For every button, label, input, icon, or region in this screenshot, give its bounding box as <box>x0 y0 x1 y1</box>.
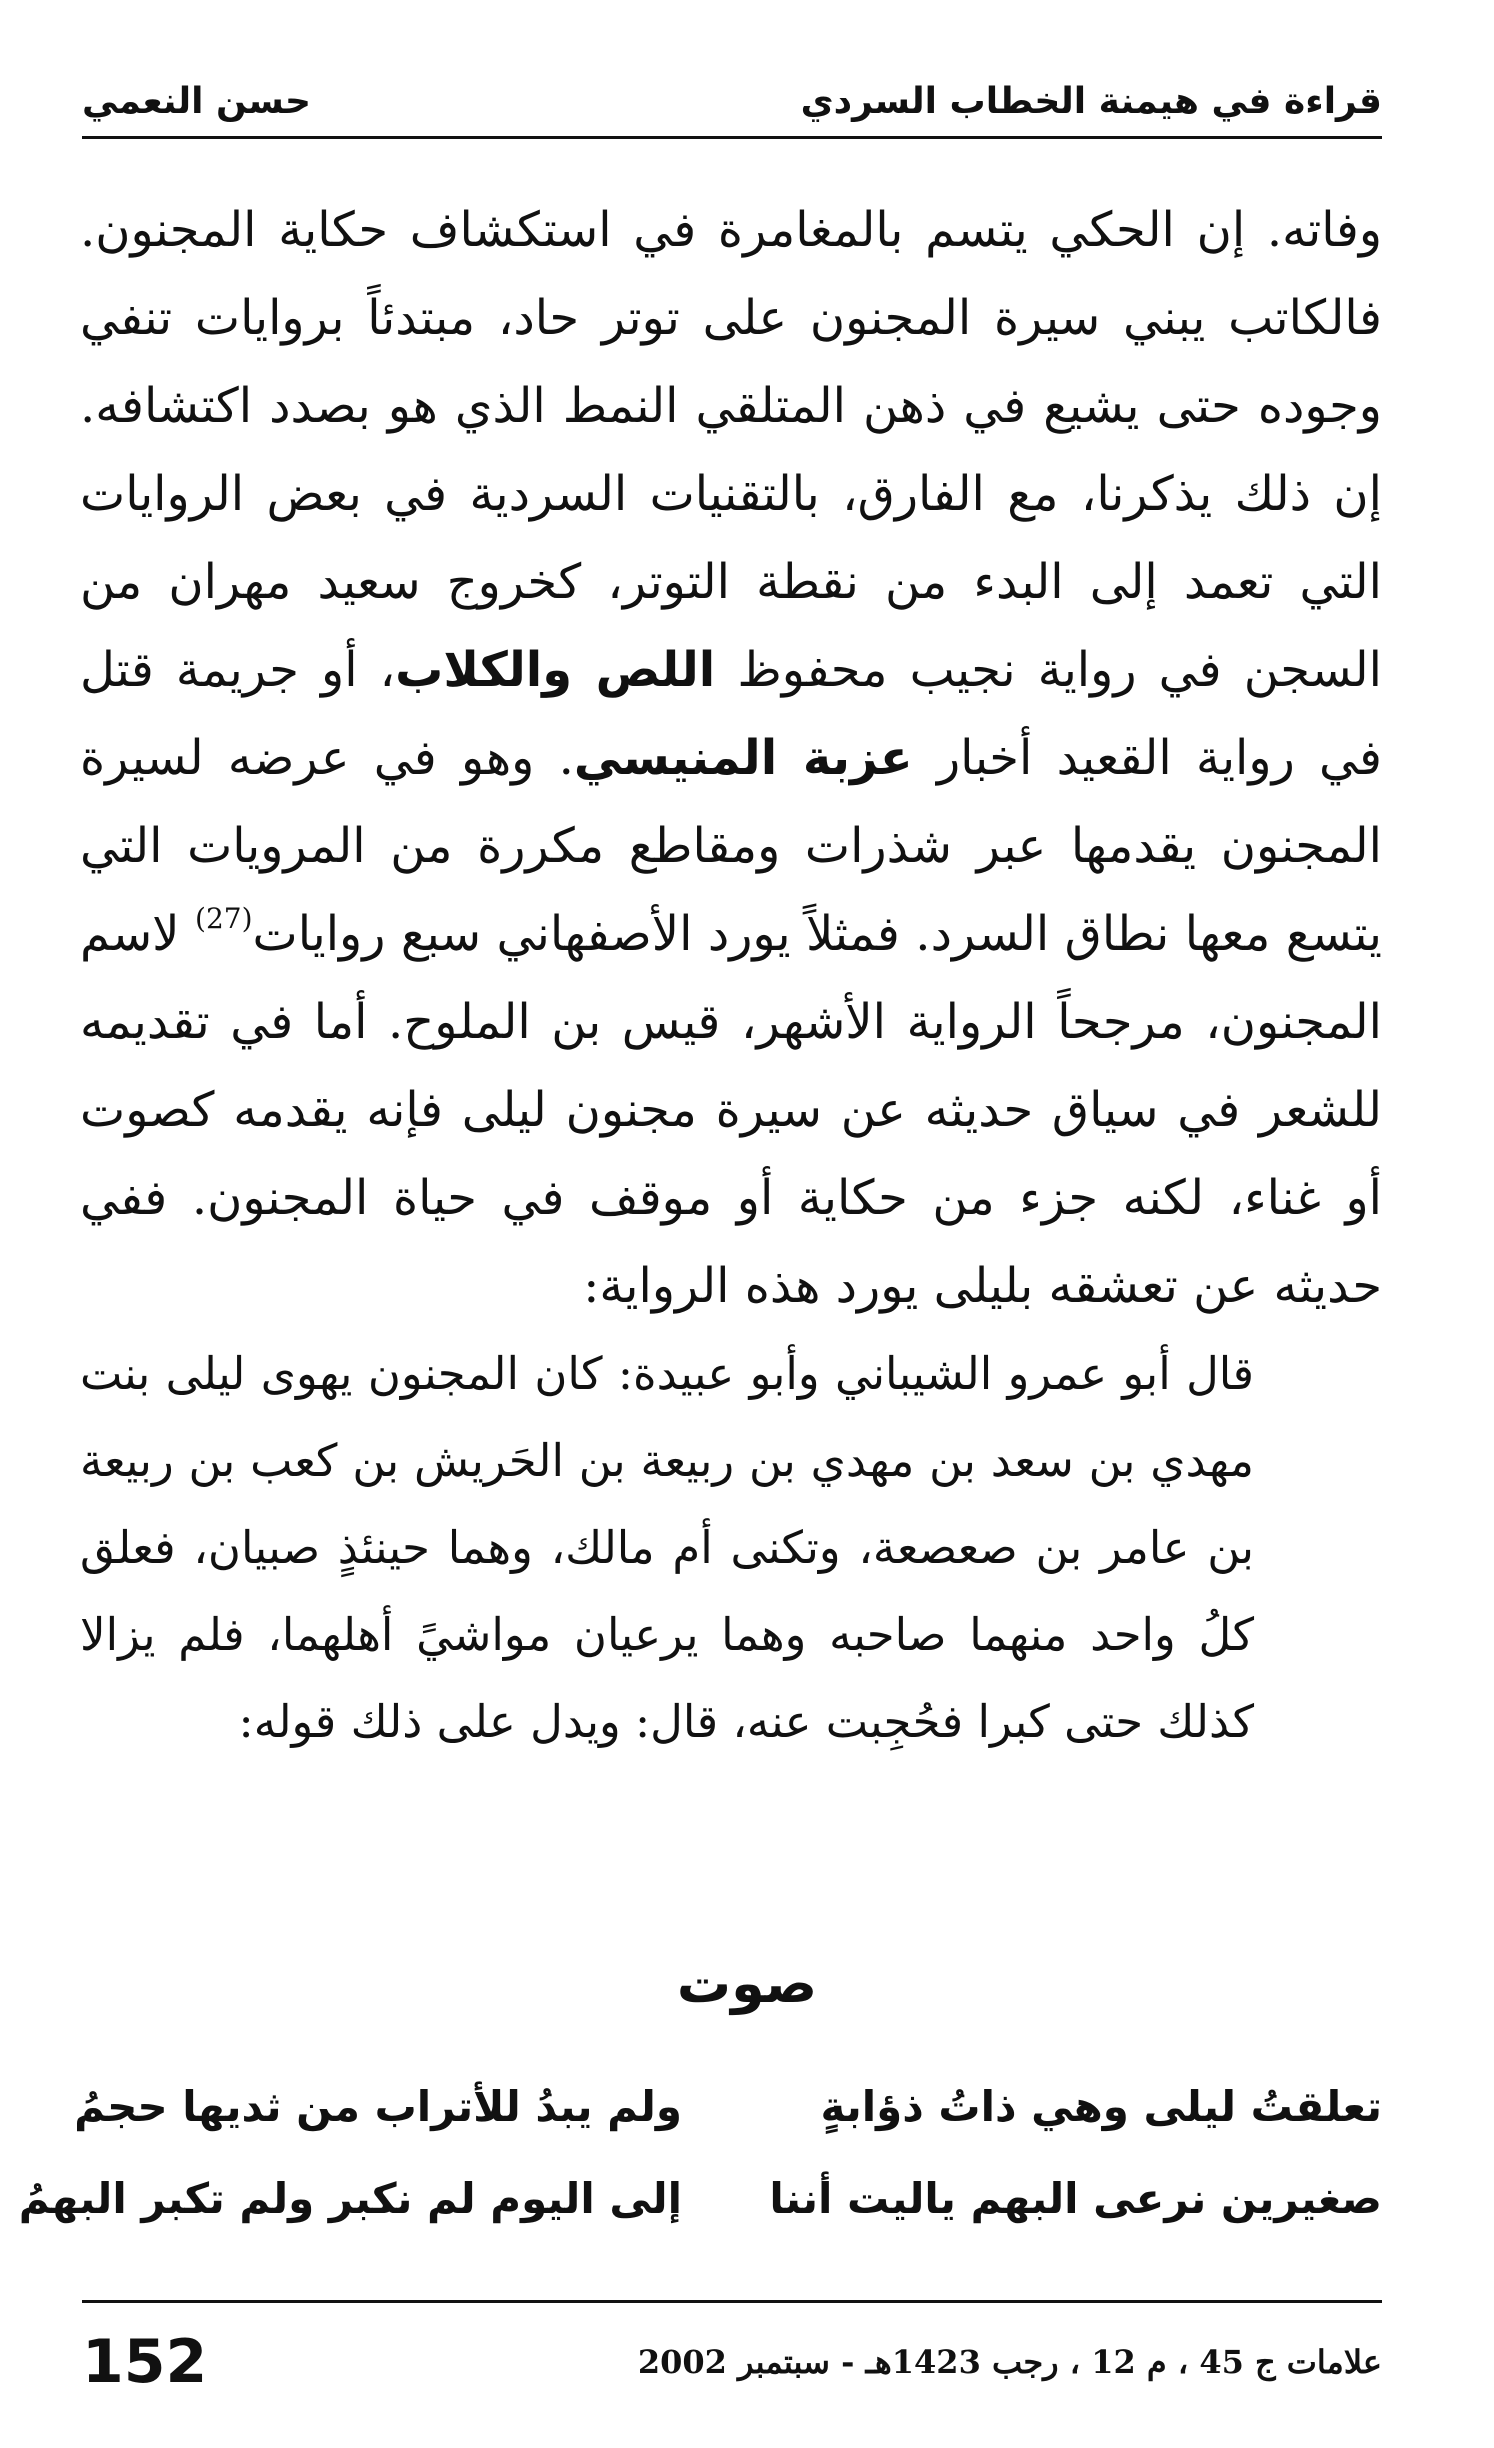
quote-text: قال أبو عمرو الشيباني وأبو عبيدة: كان المجنون يهوى ليلى بنت مهدي بن سعد بن مهدي بن ربيعة بن الحَريش بن كعب بن ربيعة بن عامر بن صعصعة، وتكنى أم مالك، وهما حينئذٍ صبيان، فعلق كلُ واحد منهما صاحبه وهما يرعيان مواشيً أهلهما، فلم يزالا كذلك حتى كبرا فحُجِبت عنه، قال: ويدل على ذلك قوله: <box>80 1347 1254 1748</box>
poem-verse <box>74 2060 1382 2152</box>
poem-verse <box>18 2152 1382 2244</box>
verse-first-hemistich: تعلقتُ ليلى وهي ذاتُ ذؤابةٍ <box>820 2081 1382 2131</box>
author-name: حسن النعمي <box>82 81 311 122</box>
paragraph <box>80 186 1382 1330</box>
body-text-part-4: لاسم المجنون، مرجحاً الرواية الأشهر، قيس بن الملوح. أما في تقديمه للشعر في سياق حديثه عن سيرة مجنون ليلى فإنه يقدمه كصوت أو غناء، لكنه جزء من حكاية أو موقف في حياة المجنون. ففي حديثه عن تعشقه بليلى يورد هذه الرواية: <box>80 906 1382 1314</box>
footer-divider <box>82 2300 1382 2303</box>
page-number: 152 <box>82 2327 208 2397</box>
body-text-part-1: وفاته. إن الحكي يتسم بالمغامرة في استكشاف حكاية المجنون. فالكاتب يبني سيرة المجنون على توتر حاد، مبتدئاً بروايات تنفي وجوده حتى يشيع في ذهن المتلقي النمط الذي هو بصدد اكتشافه. إن ذلك يذكرنا، مع الفارق، بالتقنيات السردية في بعض الروايات التي تعمد إلى البدء من نقطة التوتر، كخروج سعيد مهران من السجن في رواية نجيب محفوظ <box>80 202 1383 698</box>
poem <box>18 2060 1382 2244</box>
block-quote <box>80 1330 1254 1765</box>
article-title: قراءة في هيمنة الخطاب السردي <box>800 81 1382 122</box>
poem-heading: صوت <box>676 1952 818 2015</box>
verse-first-hemistich: صغيرين نرعى البهم ياليت أننا <box>769 2173 1382 2223</box>
header-divider <box>82 136 1382 139</box>
main-paragraph <box>80 186 1382 1330</box>
body-text-part-3: . وهو في عرضه لسيرة المجنون يقدمها عبر شذرات ومقاطع مكررة من المرويات التي يتسع معها نطاق السرد. فمثلاً يورد الأصفهاني سبع روايات <box>80 730 1383 962</box>
running-header <box>82 62 1382 122</box>
novel-title-allis-walkilab: اللص والكلاب <box>395 642 716 698</box>
verse-second-hemistich: إلى اليوم لم نكبر ولم تكبر البهمُ <box>18 2173 682 2223</box>
novel-title-izbat-almunaysi: عزبة المنيسي <box>573 730 913 786</box>
body-text-part-2: ، أو جريمة قتل في رواية القعيد أخبار <box>80 642 1383 786</box>
page-footer <box>82 2322 1382 2402</box>
verse-second-hemistich: ولم يبدُ للأتراب من ثديها حجمُ <box>74 2081 682 2131</box>
footnote-reference: (27) <box>195 902 253 935</box>
journal-citation: علامات ج 45 ، م 12 ، رجب 1423هـ - سبتمبر 2002 <box>637 2343 1382 2381</box>
